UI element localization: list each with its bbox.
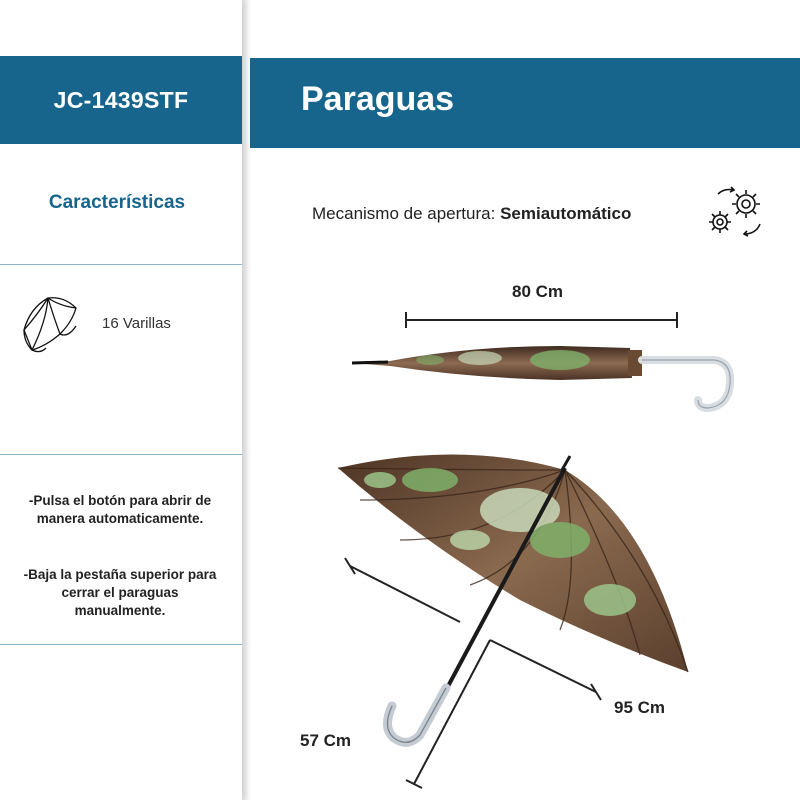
closed-umbrella: [352, 346, 730, 408]
model-code-banner: [0, 56, 242, 144]
mechanism-label: Mecanismo de apertura:: [312, 204, 496, 223]
model-code: JC-1439STF: [53, 86, 189, 113]
instruction-close: -Baja la pestaña superior para cerrar el paraguas manualmente.: [23, 567, 217, 618]
closed-length-label: 80 Cm: [512, 282, 564, 301]
umbrella-outline-icon: [20, 292, 82, 354]
divider: [0, 644, 242, 645]
product-title: Paraguas: [301, 80, 455, 118]
closed-length-measure: [406, 312, 677, 328]
divider: [0, 454, 242, 455]
features-heading: Características: [48, 192, 186, 213]
sidebar: [0, 0, 242, 800]
mechanism-value: Semiautomático: [500, 204, 632, 223]
divider: [0, 264, 242, 265]
sidebar-shadow: [242, 0, 250, 800]
shaft-length-label: 57 Cm: [300, 731, 352, 750]
shaft-length-measure: [406, 640, 490, 788]
ribs-count: 16 Varillas: [102, 315, 171, 332]
canopy-diameter-label: 95 Cm: [614, 698, 666, 717]
instruction-open: -Pulsa el botón para abrir de manera automaticamente.: [28, 493, 212, 526]
